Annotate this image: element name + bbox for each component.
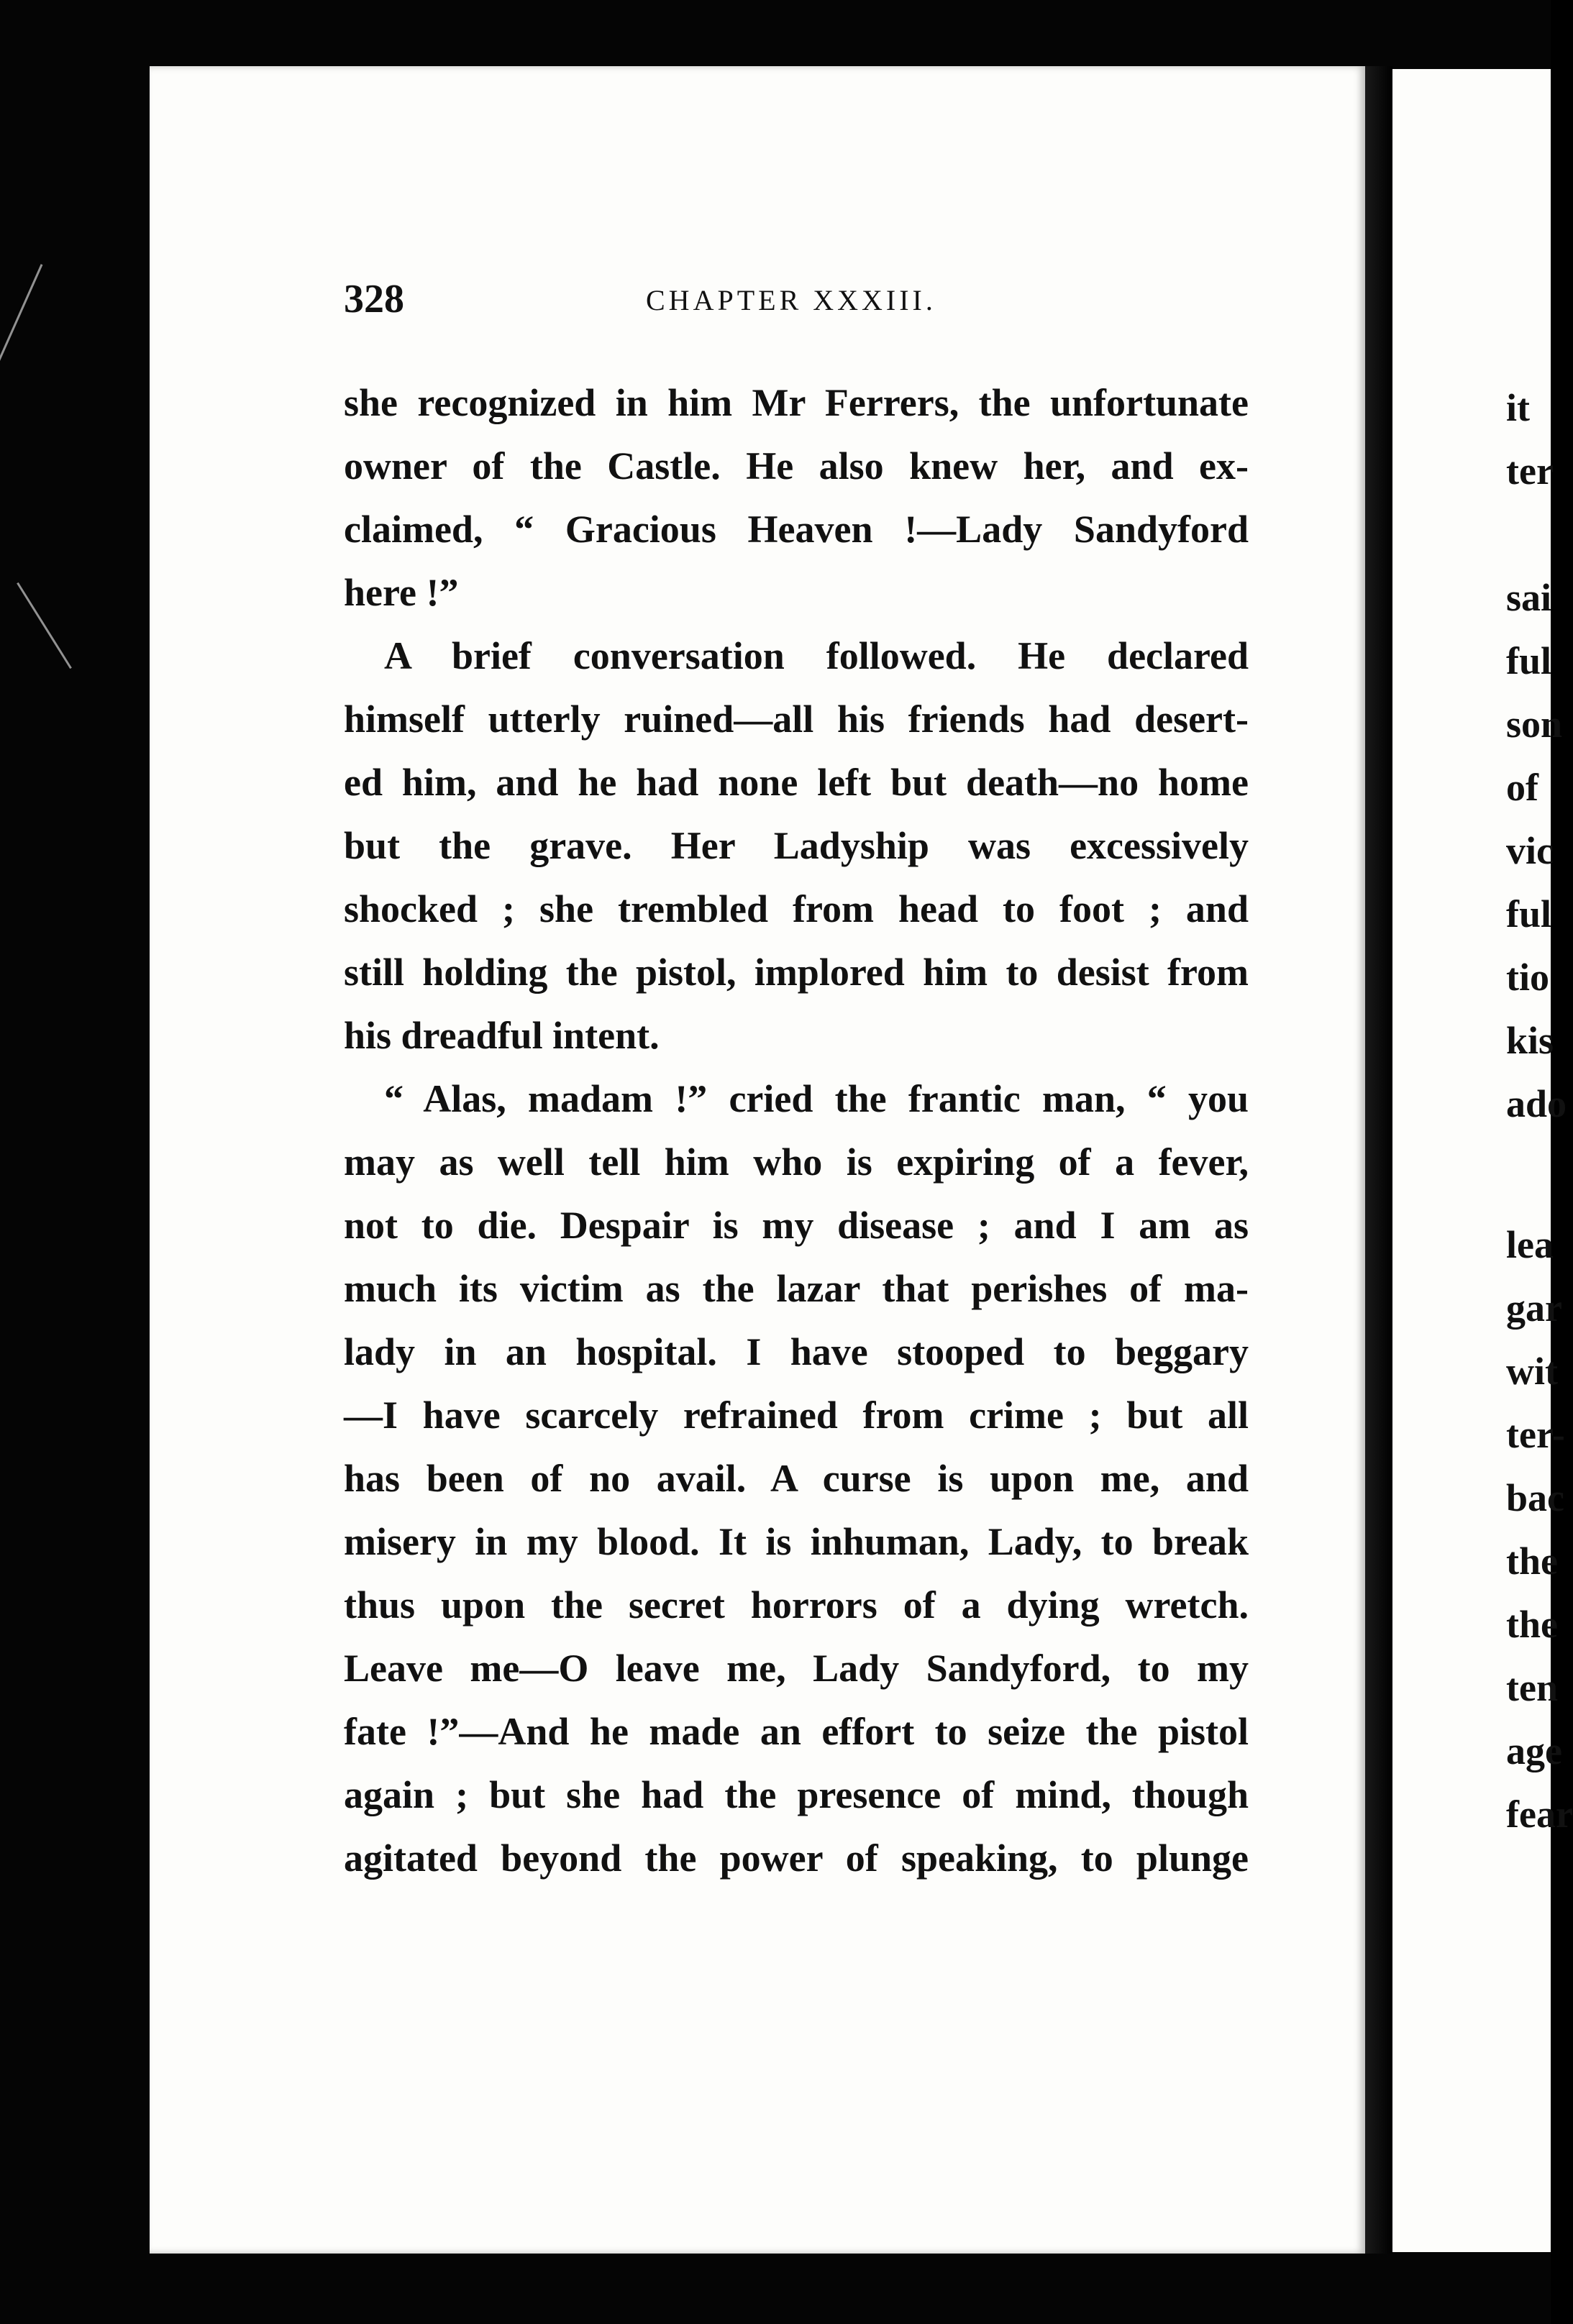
text-line: here !” — [344, 571, 459, 614]
text-line: has been of no avail. A curse is upon me, and — [344, 1457, 1249, 1500]
facing-fragment: wit — [1506, 1350, 1558, 1393]
facing-fragment: bac — [1506, 1476, 1564, 1519]
chapter-title: CHAPTER XXXIII. — [646, 284, 936, 316]
text-line: agitated beyond the power of speaking, to plunge — [344, 1836, 1249, 1880]
facing-fragment: ten — [1506, 1666, 1558, 1709]
facing-fragment: tio — [1506, 956, 1549, 999]
body-text — [344, 371, 1249, 1890]
text-line: lady in an hospital. I have stooped to beggary — [344, 1330, 1249, 1373]
facing-fragment: kis — [1506, 1019, 1554, 1062]
text-line: much its victim as the lazar that perishes of ma- — [344, 1267, 1249, 1310]
facing-fragment: age — [1506, 1729, 1562, 1772]
facing-fragment: fear — [1506, 1793, 1573, 1836]
text-line: ed him, and he had none left but death—no home — [344, 761, 1249, 804]
text-line: owner of the Castle. He also knew her, and ex- — [344, 444, 1249, 488]
text-line: Leave me—O leave me, Lady Sandyford, to my — [344, 1647, 1249, 1690]
facing-fragment: lea — [1506, 1223, 1554, 1266]
facing-fragment: son — [1506, 703, 1563, 746]
text-line: himself utterly ruined—all his friends had desert- — [344, 697, 1249, 741]
facing-fragment: ter — [1506, 449, 1554, 493]
text-line: claimed, “ Gracious Heaven !—Lady Sandyford — [344, 508, 1249, 551]
text-line: still holding the pistol, implored him to desist from — [344, 951, 1249, 994]
text-line: —I have scarcely refrained from crime ; but all — [344, 1394, 1249, 1437]
text-line: misery in my blood. It is inhuman, Lady, to break — [344, 1520, 1249, 1563]
text-line: shocked ; she trembled from head to foot ; and — [344, 887, 1249, 930]
text-line: fate !”—And he made an effort to seize the pistol — [344, 1710, 1249, 1753]
text-line: “ Alas, madam !” cried the frantic man, “ you — [384, 1077, 1249, 1120]
facing-fragment: gar — [1506, 1286, 1562, 1330]
facing-fragment: the — [1506, 1603, 1558, 1646]
text-line: she recognized in him Mr Ferrers, the unfortunate — [344, 381, 1249, 424]
running-head — [344, 276, 1250, 326]
text-line: may as well tell him who is expiring of a fever, — [344, 1140, 1249, 1184]
facing-fragment: ter- — [1506, 1413, 1565, 1456]
text-line: thus upon the secret horrors of a dying wretch. — [344, 1583, 1249, 1627]
facing-fragment: vic — [1506, 829, 1554, 872]
facing-fragment: of — [1506, 766, 1538, 809]
facing-fragment: the — [1506, 1540, 1558, 1583]
page-number: 328 — [344, 277, 404, 321]
text-line: A brief conversation followed. He declared — [384, 634, 1249, 677]
facing-fragment: it — [1506, 386, 1530, 429]
text-line: but the grave. Her Ladyship was excessively — [344, 824, 1249, 867]
facing-fragment: ful — [1506, 639, 1552, 682]
facing-fragment: sai — [1506, 576, 1552, 619]
text-line: his dreadful intent. — [344, 1014, 660, 1057]
text-line: not to die. Despair is my disease ; and I am as — [344, 1204, 1249, 1247]
gutter-shadow — [1365, 66, 1392, 2254]
facing-fragment: ado — [1506, 1082, 1567, 1125]
facing-fragment: ful — [1506, 892, 1552, 935]
text-line: again ; but she had the presence of mind, though — [344, 1773, 1249, 1816]
